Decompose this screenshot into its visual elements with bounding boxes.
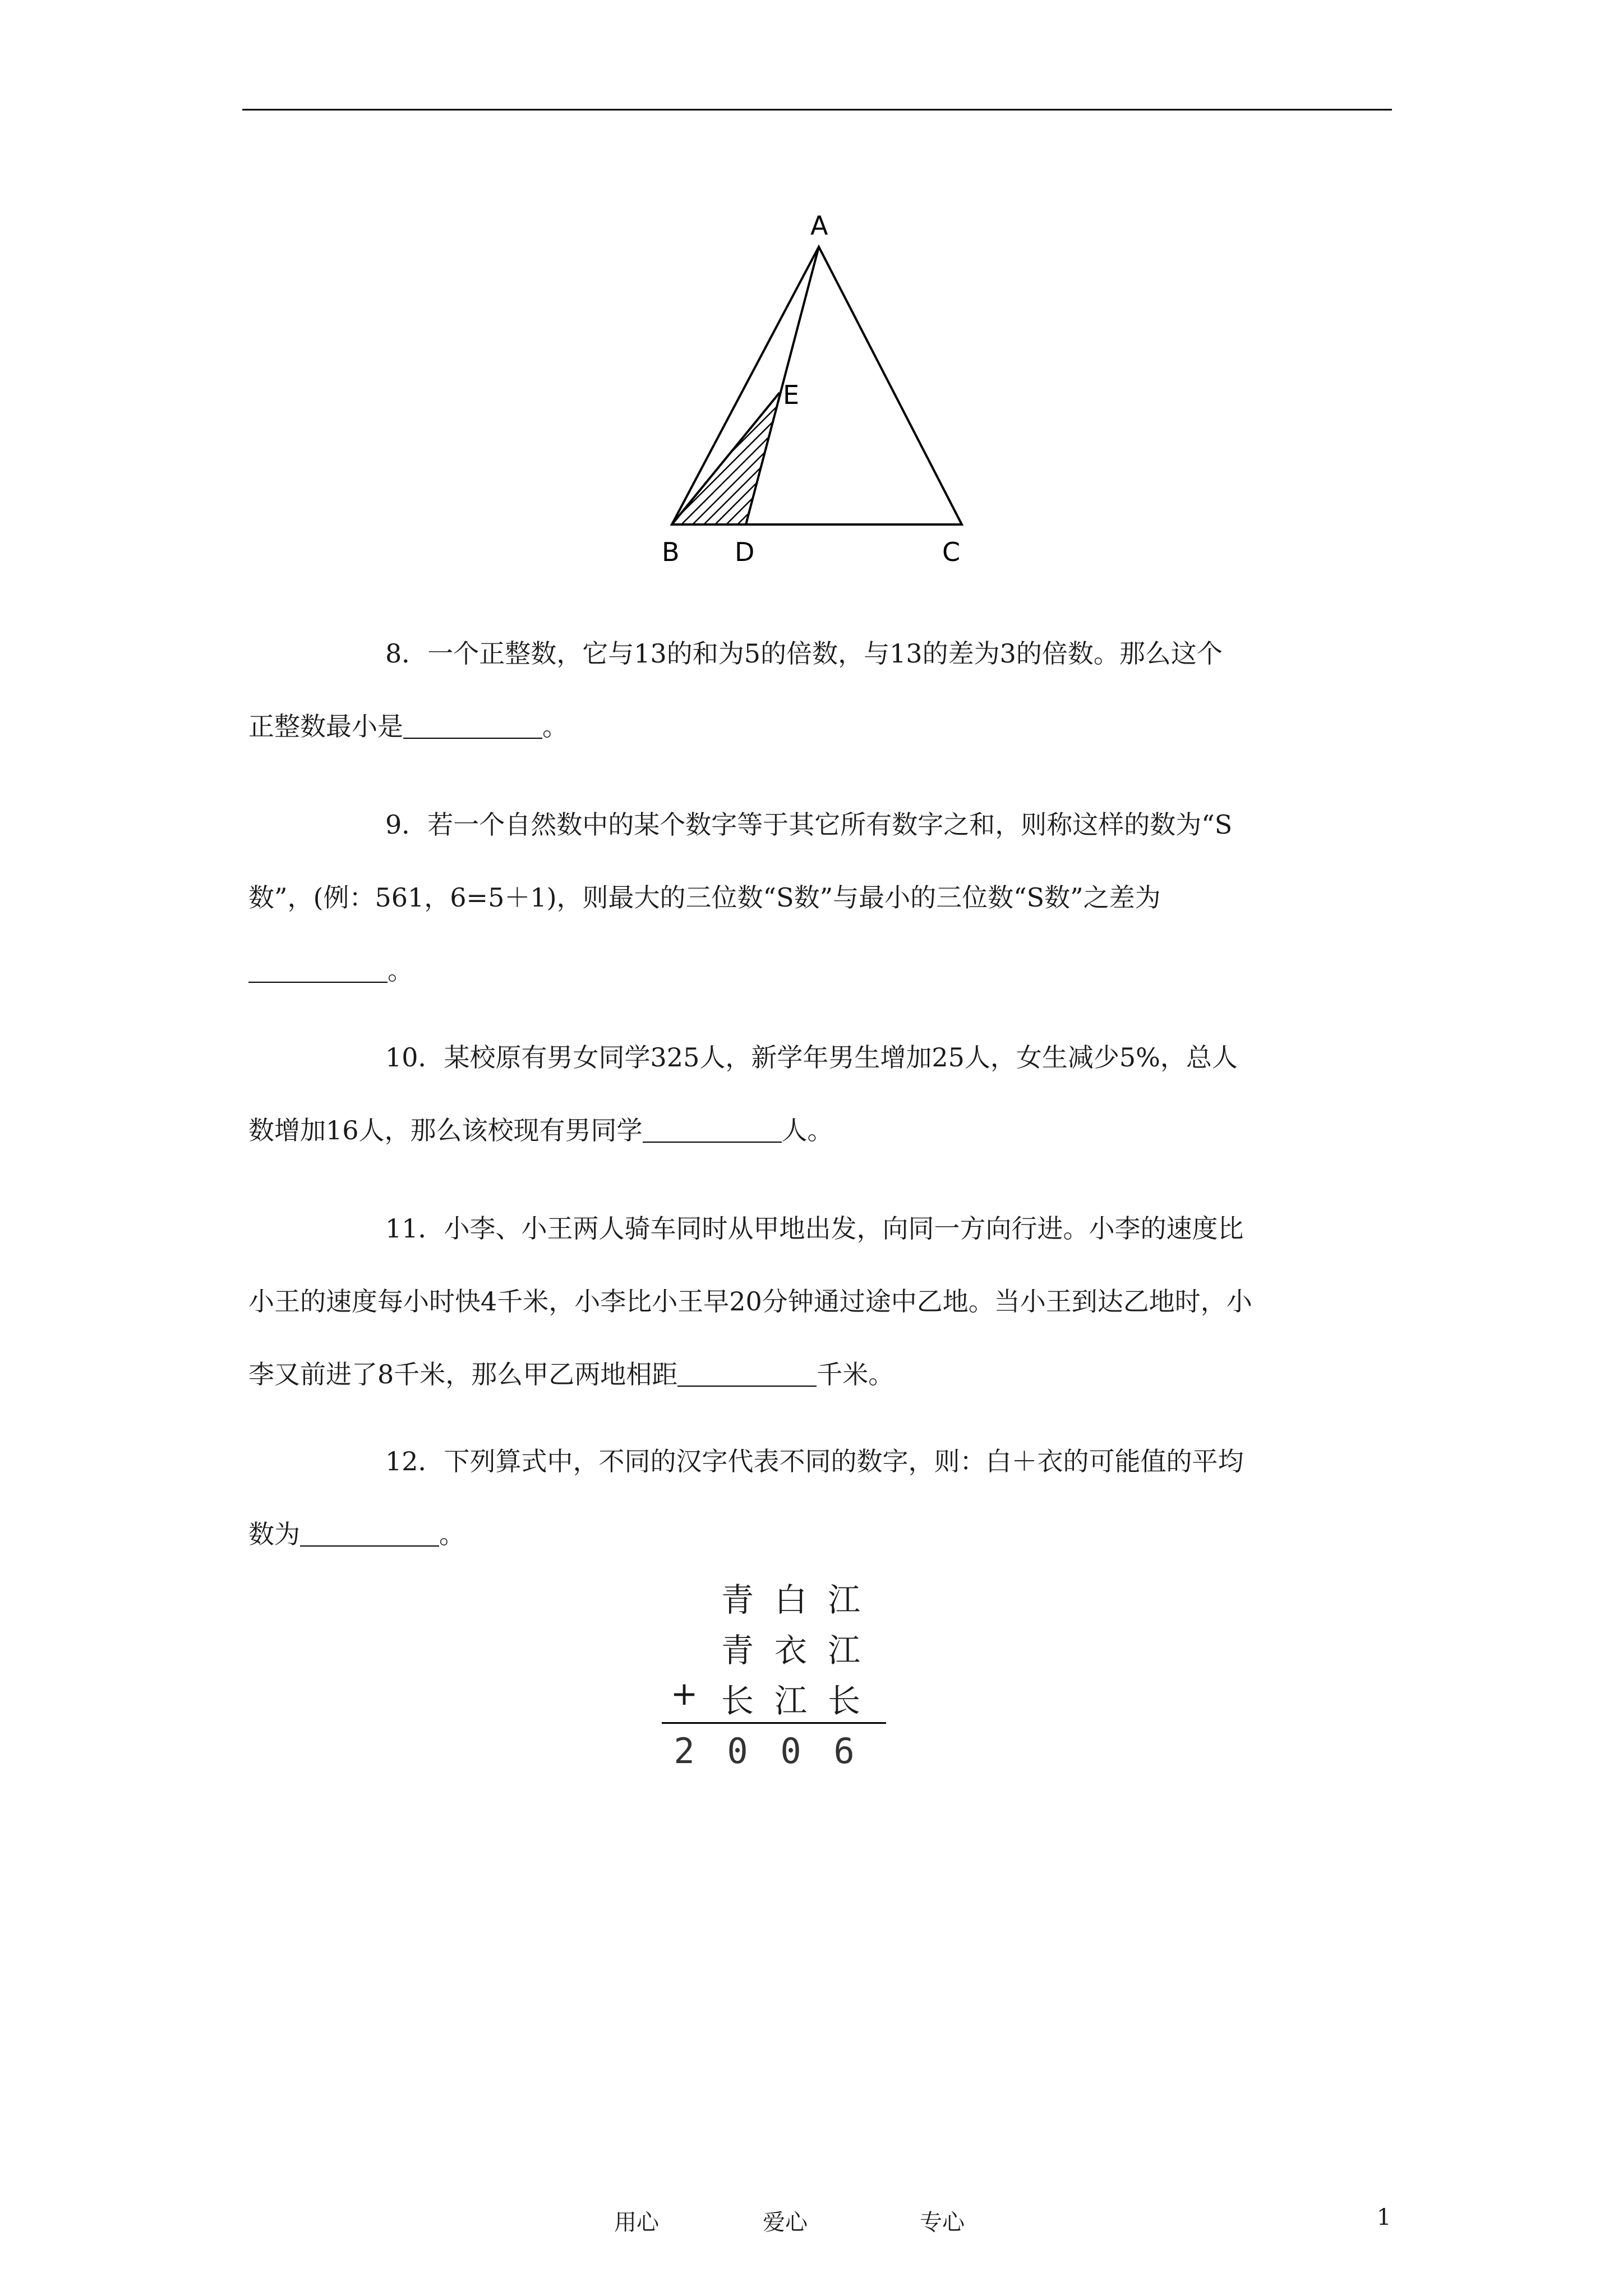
footer-item: 爱心 — [763, 2210, 808, 2235]
result-digit: 2 — [674, 1731, 695, 1772]
question-10 — [248, 1021, 1393, 1167]
q10-line-2: 数增加16人，那么该校现有男同学 — [248, 1115, 643, 1145]
q12-after: 。 — [439, 1519, 465, 1549]
footer-item: 用心 — [614, 2210, 659, 2235]
puzzle-char: 长 — [827, 1682, 860, 1720]
puzzle-char: 江 — [774, 1682, 807, 1720]
sum-line — [662, 1722, 886, 1724]
result-digit: 6 — [833, 1731, 855, 1772]
segment-ad — [746, 247, 819, 524]
q9-line-1: 9．若一个自然数中的某个数字等于其它所有数字之和，则称这样的数为“S — [385, 809, 1233, 840]
q8-after: 。 — [542, 711, 568, 742]
q10-after: 人。 — [781, 1115, 833, 1145]
q11-line-2: 小王的速度每小时快4千米，小李比小王早20分钟通过途中乙地。当小王到达乙地时，小 — [248, 1286, 1252, 1317]
answer-blank — [677, 1360, 817, 1387]
answer-blank — [403, 712, 542, 739]
answer-blank — [248, 956, 388, 983]
footer-item: 专心 — [920, 2210, 965, 2235]
addition-puzzle — [656, 1573, 892, 1787]
q11-after: 千米。 — [817, 1359, 895, 1389]
answer-blank — [300, 1520, 439, 1547]
label-a: A — [810, 210, 828, 241]
q11-line-3: 李又前进了8千米，那么甲乙两地相距 — [248, 1359, 678, 1389]
plus-sign: + — [670, 1674, 698, 1713]
question-9 — [248, 788, 1393, 1007]
label-d: D — [735, 537, 755, 567]
puzzle-char: 衣 — [774, 1631, 807, 1669]
answer-blank — [643, 1116, 782, 1143]
q9-line-2: 数”，(例：561，6=5＋1)，则最大的三位数“S数”与最小的三位数“S数”之差为 — [248, 882, 1161, 913]
label-b: B — [662, 537, 680, 567]
question-11 — [248, 1192, 1393, 1411]
q10-line-1: 10．某校原有男女同学325人，新学年男生增加25人，女生减少5%，总人 — [385, 1042, 1238, 1073]
label-e: E — [783, 380, 800, 410]
q8-line-1: 8．一个正整数，它与13的和为5的倍数，与13的差为3的倍数。那么这个 — [385, 638, 1223, 669]
result-digit: 0 — [780, 1731, 801, 1772]
question-8 — [248, 617, 1393, 763]
header-rule — [242, 109, 1392, 111]
puzzle-char: 长 — [721, 1682, 754, 1720]
puzzle-char: 江 — [827, 1581, 860, 1619]
puzzle-char: 江 — [827, 1631, 860, 1669]
triangle-abc — [672, 247, 962, 524]
page-number: 1 — [1377, 2205, 1391, 2230]
label-c: C — [942, 537, 961, 567]
puzzle-char: 白 — [774, 1581, 807, 1619]
q12-line-2: 数为 — [248, 1519, 300, 1549]
puzzle-char: 青 — [721, 1631, 754, 1669]
q8-line-2: 正整数最小是 — [248, 711, 403, 742]
question-12 — [248, 1425, 1393, 1571]
q9-after: 。 — [388, 955, 413, 986]
puzzle-char: 青 — [721, 1581, 754, 1619]
q11-line-1: 11．小李、小王两人骑车同时从甲地出发，向同一方向行进。小李的速度比 — [385, 1213, 1244, 1244]
result-digit: 0 — [727, 1731, 748, 1772]
triangle-figure — [651, 208, 998, 578]
q12-line-1: 12．下列算式中，不同的汉字代表不同的数字，则：白＋衣的可能值的平均 — [385, 1446, 1244, 1476]
